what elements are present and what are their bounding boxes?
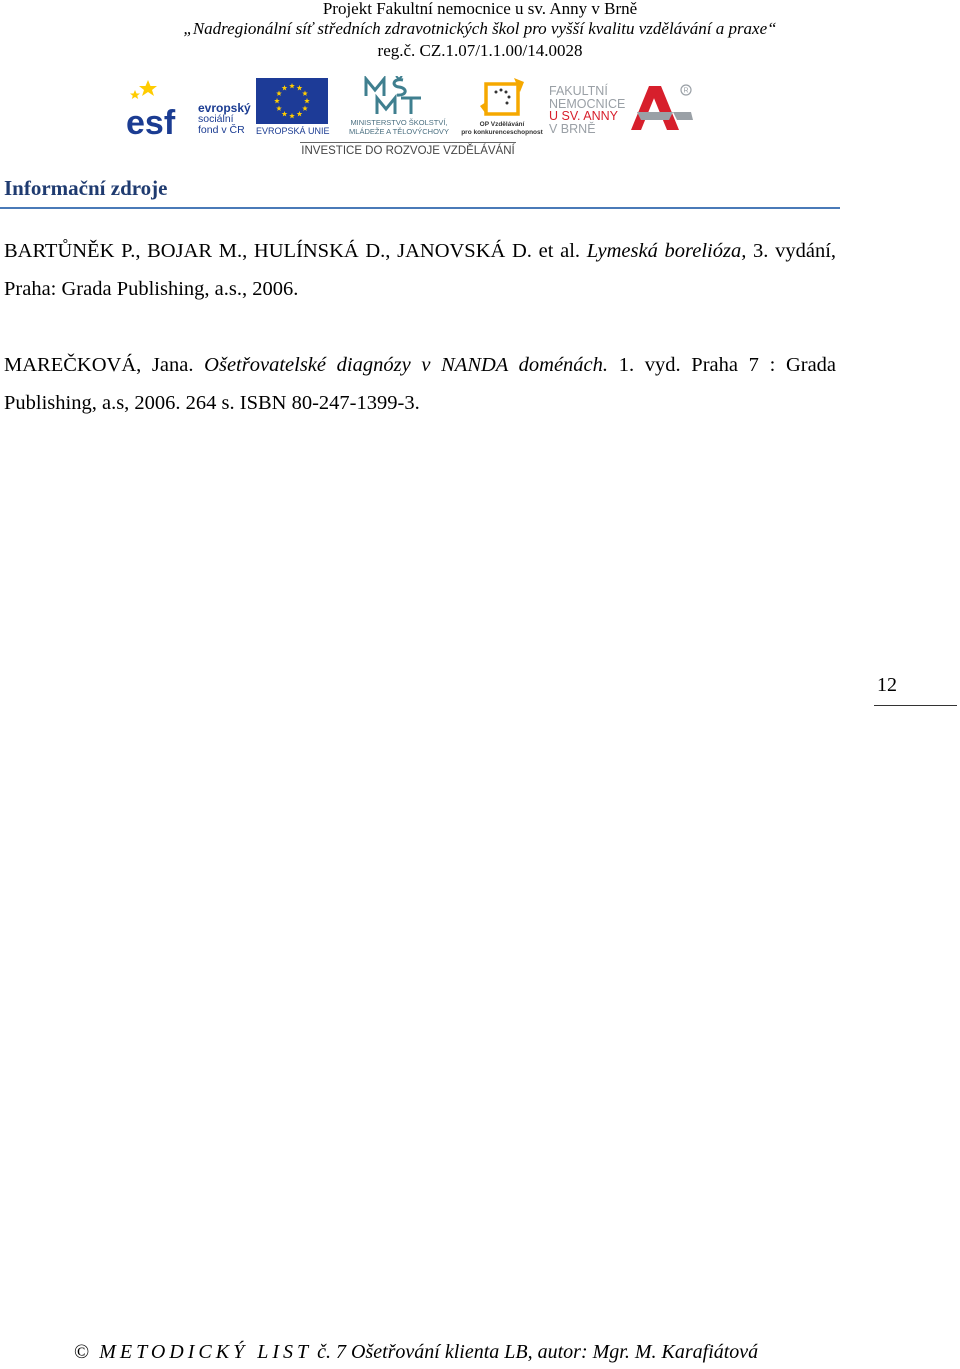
section-divider: [0, 207, 840, 209]
fn-line-3: U SV. ANNY: [549, 109, 619, 123]
fn-line-4: V BRNĚ: [549, 121, 596, 136]
page-number: 12: [877, 674, 897, 696]
project-title: Projekt Fakultní nemocnice u sv. Anny v Brně: [322, 0, 638, 18]
esf-line-1: evropský: [198, 101, 251, 115]
op-icon: [480, 78, 526, 118]
footer-text: č. 7 Ošetřování klienta LB, autor: Mgr. M. Karafiátová: [317, 1341, 759, 1363]
esf-line-3: fond v ČR: [198, 124, 245, 136]
fn-line-1: FAKULTNÍ: [549, 84, 608, 98]
eu-label: EVROPSKÁ UNIE: [256, 126, 330, 136]
fn-line-2: NEMOCNICE: [549, 96, 626, 111]
footer-label: METODICKÝ LIST: [99, 1341, 313, 1363]
page-number-rule: [874, 705, 957, 706]
project-subtitle: „Nadregionální síť středních zdravotnických škol pro vyšší kvalitu vzdělávání a praxe“: [183, 19, 777, 38]
fn-logo: [549, 82, 693, 138]
section-title: Informační zdroje: [4, 176, 168, 200]
reference-publication: 3. vydání, Praha: Grada Publishing, a.s., 2006.: [4, 240, 837, 300]
reference-item: [4, 232, 836, 308]
reference-title: Lymeská borelióza,: [586, 240, 747, 262]
eu-flag-icon: [256, 78, 328, 124]
reference-item: [4, 346, 836, 422]
op-line-1: OP Vzdělávání: [479, 121, 525, 128]
investment-slogan: INVESTICE DO ROZVOJE VZDĚLÁVÁNÍ: [300, 142, 516, 157]
reference-title: Ošetřovatelské diagnózy v NANDA doménách.: [204, 354, 609, 376]
esf-line-2: sociální: [198, 113, 234, 125]
op-line-2: pro konkurenceschopnost: [461, 129, 543, 136]
svg-text:R: R: [683, 87, 689, 95]
logo-strip: [126, 76, 692, 160]
msmt-line-1: MINISTERSTVO ŠKOLSTVÍ,: [350, 118, 448, 127]
eu-logo: [256, 78, 328, 136]
msmt-line-2: MLÁDEŽE A TĚLOVÝCHOVY: [349, 127, 449, 136]
reference-authors: MAREČKOVÁ, Jana.: [4, 354, 194, 376]
registration-number: reg.č. CZ.1.07/1.1.00/14.0028: [377, 41, 583, 60]
msmt-logo: [333, 76, 463, 136]
op-logo: [459, 76, 545, 136]
msmt-icon: [363, 76, 425, 116]
reference-publication: 1. vyd. Praha 7 : Grada Publishing, a.s, 2006. 264 s. ISBN 80-247-1399-3.: [4, 354, 837, 414]
reference-authors: BARTŮNĚK P., BOJAR M., HULÍNSKÁ D., JANOVSKÁ D. et al.: [4, 240, 581, 262]
svg-text:esf: esf: [126, 104, 176, 136]
copyright-icon: ©: [74, 1341, 90, 1363]
esf-icon: [126, 78, 186, 136]
esf-logo: [126, 78, 250, 138]
fn-a-icon: [629, 82, 693, 132]
footer: [74, 1341, 758, 1364]
